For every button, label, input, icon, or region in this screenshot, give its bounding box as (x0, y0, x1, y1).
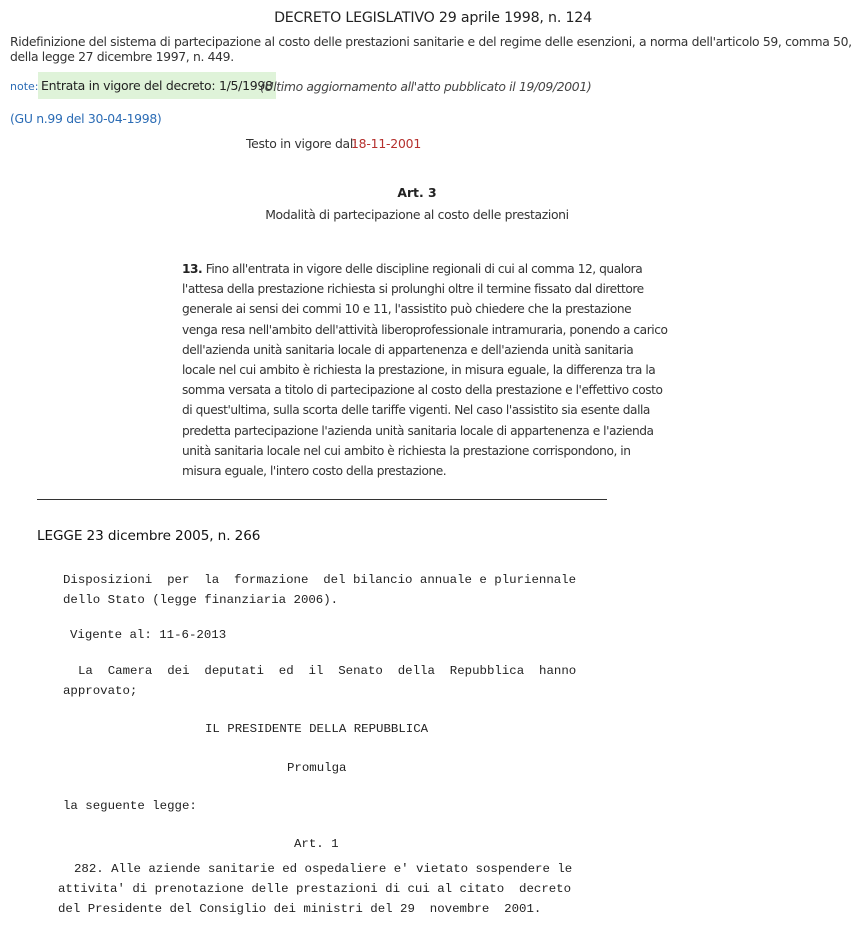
in-force-label: Testo in vigore dal: (246, 136, 357, 151)
legge-comma-282-line-2: attivita' di prenotazione delle prestazioni di cui al citato decreto (58, 882, 572, 896)
document-title: DECRETO LEGISLATIVO 29 aprile 1998, n. 124 (274, 10, 592, 26)
gazzetta-ufficiale-link[interactable]: (GU n.99 del 30-04-1998) (10, 111, 162, 126)
entry-into-force-badge: Entrata in vigore del decreto: 1/5/1998 (38, 72, 276, 99)
legge-vigente: Vigente al: 11-6-2013 (70, 628, 227, 642)
comma-body: Fino all'entrata in vigore delle discipline regionali di cui al comma 12, qualora l'attesa della prestazione richiesta si prolunghi oltre il termine fissato dal direttore generale ai sensi dei commi 10 e 11, l'assistito può chiedere che la prestazione venga resa nell'ambito dell'attività liberoprofessionale intramuraria, ponendo a carico dell'azienda unità sanitaria locale di appartenenza e dell'azienda unità sanitaria locale nel cui ambito è richiesta la prestazione, in misura eguale, la differenza tra la somma versata a titolo di partecipazione al costo della prestazione e l'effettivo costo di quest'ultima, sulla scorta delle tariffe vigenti. Nel caso l'assistito sia esente dalla predetta partecipazione l'azienda unità sanitaria locale di appartenenza e l'azienda unità sanitaria locale nel cui ambito è richiesta la prestazione corrispondono, in misura eguale, l'intero costo della prestazione. (182, 262, 668, 479)
legge-comma-282-line-3: del Presidente del Consiglio dei ministri del 29 novembre 2001. (58, 902, 542, 916)
document-subtitle: Ridefinizione del sistema di partecipazione al costo delle prestazioni sanitarie e del regime delle esenzioni, a norma dell'articolo 59, comma 50, della legge 27 dicembre 1997, n. 449. (10, 34, 852, 64)
legge-title: LEGGE 23 dicembre 2005, n. 266 (37, 528, 261, 544)
legge-comma-282-line-1: 282. Alle aziende sanitarie ed ospedaliere e' vietato sospendere le (74, 862, 573, 876)
legge-art-number: Art. 1 (294, 837, 339, 851)
legge-camera-line-1: La Camera dei deputati ed il Senato della Repubblica hanno (78, 664, 577, 678)
article-number: Art. 3 (397, 185, 437, 200)
section-separator (37, 499, 607, 500)
comma-number: 13. (182, 262, 203, 276)
in-force-date: 18-11-2001 (351, 136, 422, 151)
legge-disposizioni-line-1: Disposizioni per la formazione del bilancio annuale e pluriennale (63, 573, 577, 587)
legge-disposizioni-line-2: dello Stato (legge finanziaria 2006). (63, 593, 339, 607)
legge-seguente: la seguente legge: (63, 799, 197, 813)
article-comma-13 (182, 259, 668, 481)
legge-camera-line-2: approvato; (63, 684, 138, 698)
last-update-note: (Ultimo aggiornamento all'atto pubblicato il 19/09/2001) (260, 79, 592, 94)
legge-promulga: Promulga (287, 761, 347, 775)
note-label: note: (10, 80, 39, 93)
legge-presidente: IL PRESIDENTE DELLA REPUBBLICA (205, 722, 429, 736)
article-heading: Modalità di partecipazione al costo delle prestazioni (265, 207, 569, 222)
